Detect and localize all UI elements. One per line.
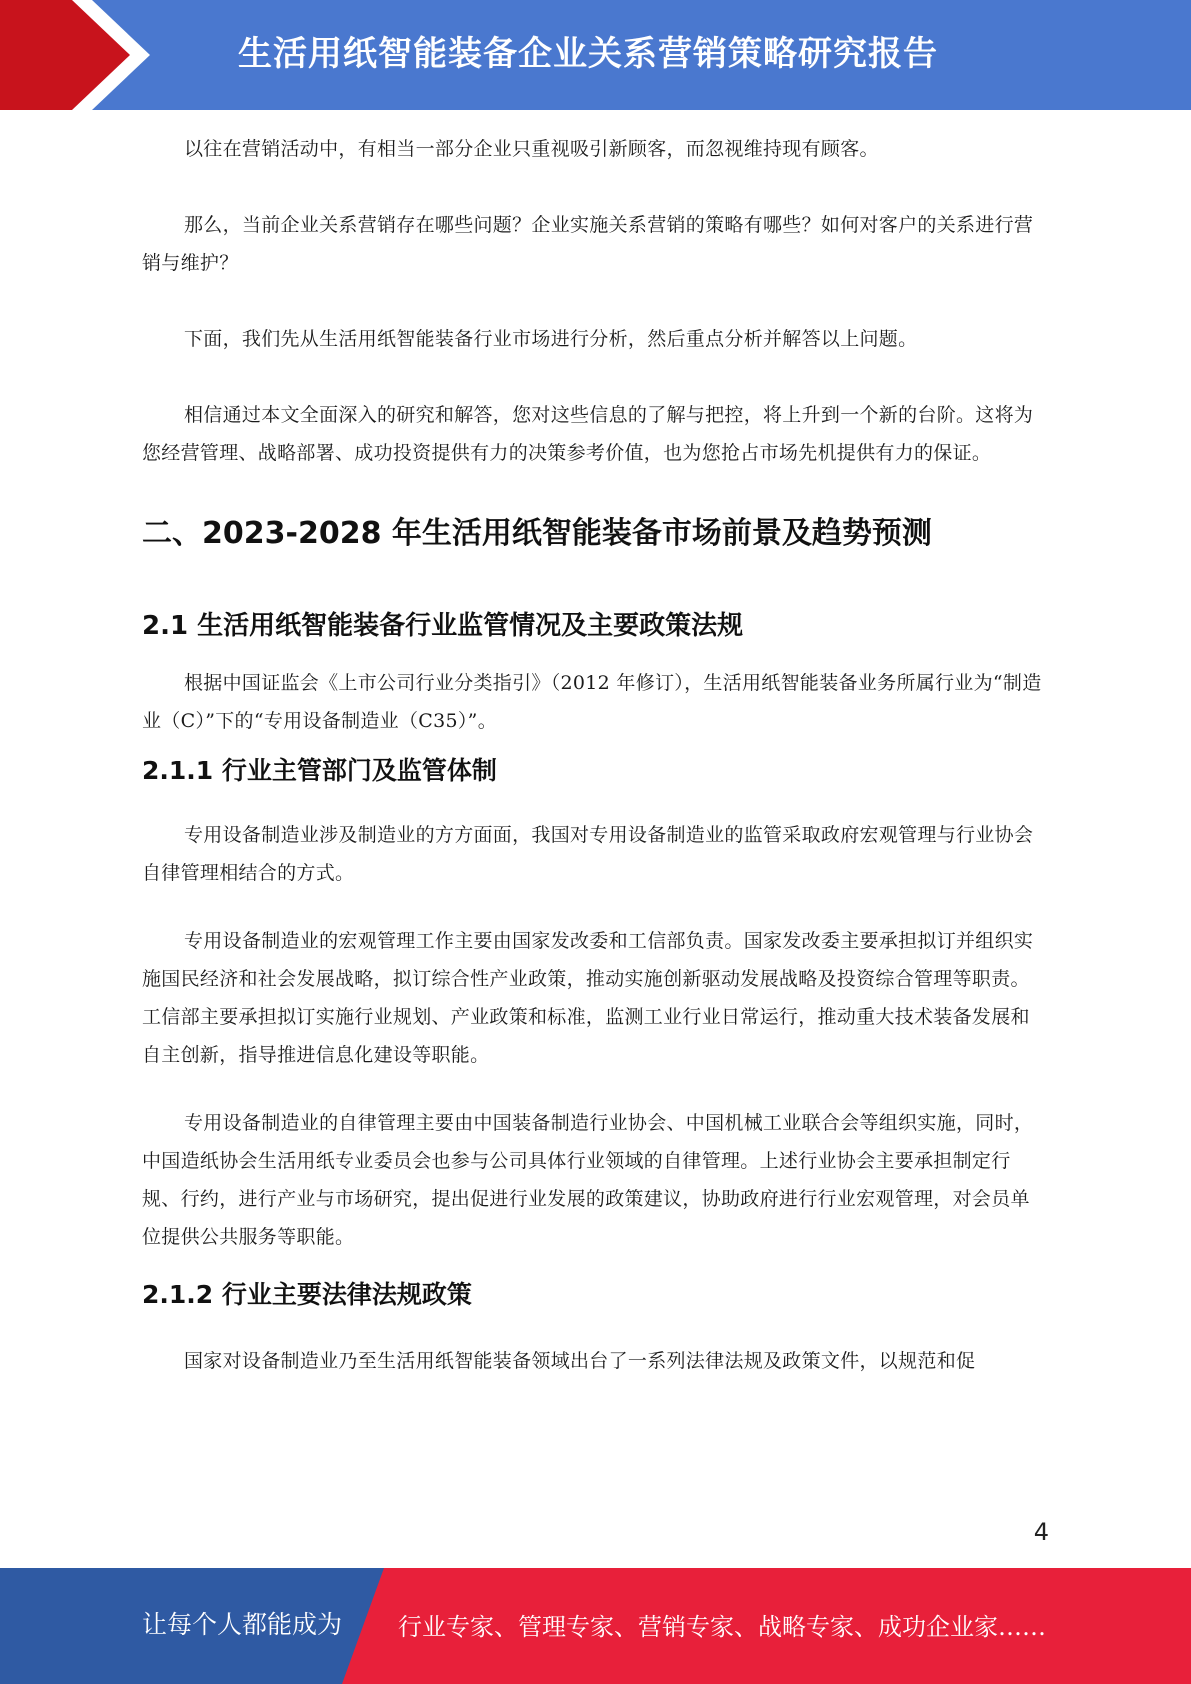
header-arrow-graphic xyxy=(0,0,150,110)
paragraph: 下面，我们先从生活用纸智能装备行业市场进行分析，然后重点分析并解答以上问题。 xyxy=(184,328,918,350)
subsubsection-heading: 2.1.2 行业主要法律法规政策 xyxy=(142,1280,472,1309)
subsection-heading: 2.1 生活用纸智能装备行业监管情况及主要政策法规 xyxy=(142,611,744,641)
footer-slogan-left: 让每个人都能成为 xyxy=(142,1610,343,1639)
paragraph: 相信通过本文全面深入的研究和解答，您对这些信息的了解与把控，将上升到一个新的台阶。这将为您经营管理、战略部署、成功投资提供有力的决策参考价值，也为您抢占市场先机提供有力的保证。 xyxy=(142,404,1034,464)
paragraph: 那么，当前企业关系营销存在哪些问题？企业实施关系营销的策略有哪些？如何对客户的关系进行营销与维护？ xyxy=(142,214,1034,274)
subsubsection-heading: 2.1.1 行业主管部门及监管体制 xyxy=(142,756,497,785)
paragraph: 以往在营销活动中，有相当一部分企业只重视吸引新顾客，而忽视维持现有顾客。 xyxy=(184,138,879,160)
footer-slogan-right: 行业专家、管理专家、营销专家、战略专家、成功企业家…… xyxy=(398,1613,1046,1641)
page-header xyxy=(0,0,1191,110)
page-number: 4 xyxy=(1033,1518,1049,1546)
paragraph: 专用设备制造业的宏观管理工作主要由国家发改委和工信部负责。国家发改委主要承担拟订并组织实施国民经济和社会发展战略，拟订综合性产业政策，推动实施创新驱动发展战略及投资综合管理等职责。工信部主要承担拟订实施行业规划、产业政策和标准，监测工业行业日常运行，推动重大技术装备发展和自主创新，指导推进信息化建设等职能。 xyxy=(142,930,1034,1066)
paragraph: 专用设备制造业的自律管理主要由中国装备制造行业协会、中国机械工业联合会等组织实施，同时，中国造纸协会生活用纸专业委员会也参与公司具体行业领域的自律管理。上述行业协会主要承担制定行规、行约，进行产业与市场研究，提出促进行业发展的政策建议，协助政府进行行业宏观管理，对会员单位提供公共服务等职能。 xyxy=(142,1112,1034,1248)
section-heading: 二、2023-2028 年生活用纸智能装备市场前景及趋势预测 xyxy=(142,516,932,551)
document-body xyxy=(142,130,1046,1380)
page-footer xyxy=(0,1568,1191,1684)
paragraph: 国家对设备制造业乃至生活用纸智能装备领域出台了一系列法律法规及政策文件，以规范和促 xyxy=(184,1350,976,1372)
paragraph: 根据中国证监会《上市公司行业分类指引》（2012 年修订），生活用纸智能装备业务所属行业为“制造业（C）”下的“专用设备制造业（C35）”。 xyxy=(142,672,1042,732)
paragraph: 专用设备制造业涉及制造业的方方面面，我国对专用设备制造业的监管采取政府宏观管理与行业协会自律管理相结合的方式。 xyxy=(142,824,1034,884)
report-title: 生活用纸智能装备企业关系营销策略研究报告 xyxy=(238,34,938,74)
